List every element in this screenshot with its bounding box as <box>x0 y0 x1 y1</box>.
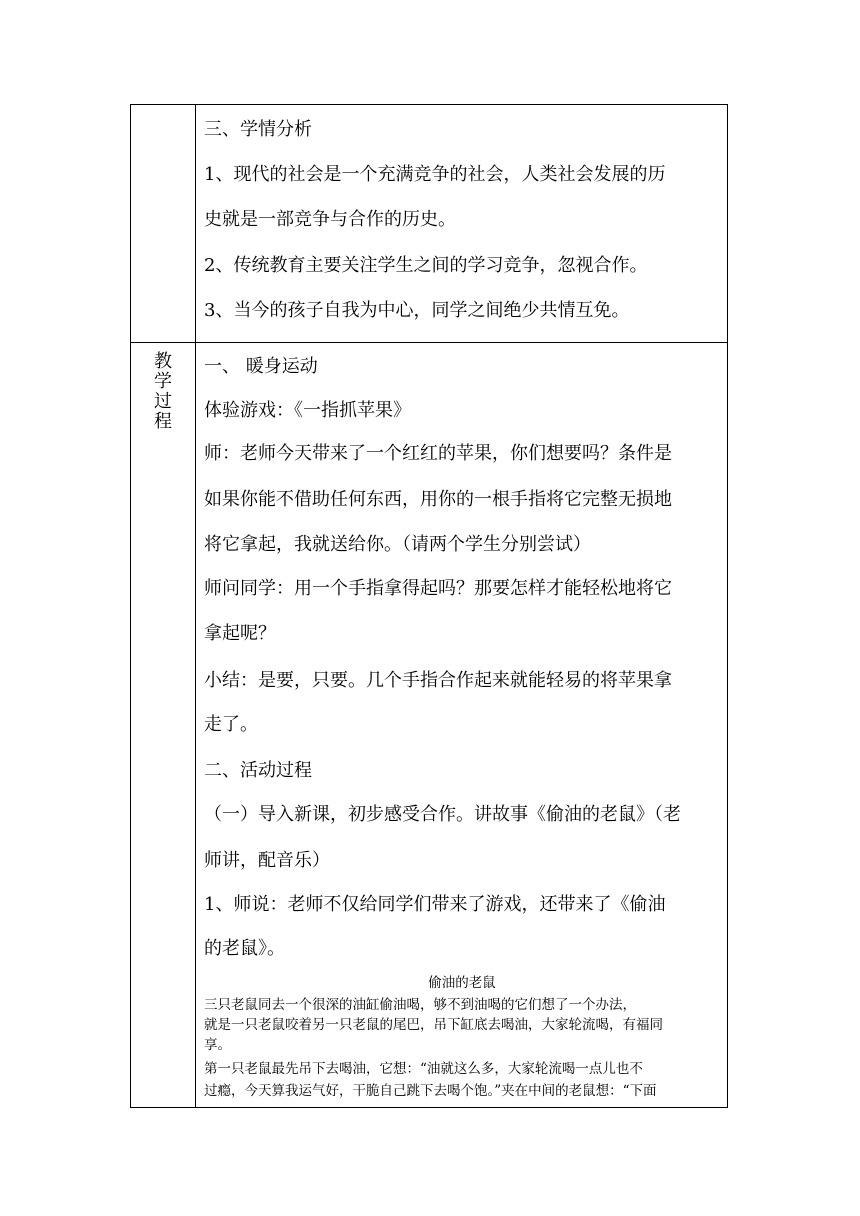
process-line: 拿起呢？ <box>204 623 276 644</box>
label-char: 学 <box>154 371 172 392</box>
table-row-divider <box>131 342 727 343</box>
story-line: 就是一只老鼠咬着另一只老鼠的尾巴，吊下缸底去喝油，大家轮流喝，有福同 <box>204 1017 663 1033</box>
process-line: 师：老师今天带来了一个红红的苹果，你们想要吗？条件是 <box>204 443 672 464</box>
label-char: 程 <box>154 411 172 432</box>
process-line: 二、活动过程 <box>204 760 312 781</box>
label-char: 过 <box>154 391 172 412</box>
story-line: 三只老鼠同去一个很深的油缸偷油喝，够不到油喝的它们想了一个办法， <box>204 997 636 1013</box>
analysis-line: 3、当今的孩子自我为中心，同学之间绝少共情互免。 <box>204 300 630 321</box>
process-line: 的老鼠》。 <box>204 938 285 959</box>
analysis-line: 史就是一部竞争与合作的历史。 <box>204 209 456 230</box>
process-line: 师问同学：用一个手指拿得起吗？那要怎样才能轻松地将它 <box>204 578 672 599</box>
process-line: 1、师说：老师不仅给同学们带来了游戏，还带来了《偷油 <box>204 894 666 915</box>
analysis-line: 1、现代的社会是一个充满竞争的社会，人类社会发展的历 <box>204 164 666 185</box>
story-title: 偷油的老鼠 <box>428 975 496 991</box>
process-line: 师讲，配音乐） <box>204 850 330 871</box>
process-line: 体验游戏：《一指抓苹果》 <box>204 400 411 421</box>
section-heading-learning-analysis: 三、学情分析 <box>204 119 312 140</box>
process-line: （一）导入新课，初步感受合作。讲故事《偷油的老鼠》（老 <box>204 804 681 825</box>
process-line: 如果你能不借助任何东西，用你的一根手指将它完整无损地 <box>204 489 672 510</box>
label-char: 教 <box>154 351 172 372</box>
story-line: 过瘾，今天算我运气好，干脆自己跳下去喝个饱。”夹在中间的老鼠想：“下面 <box>204 1083 657 1099</box>
process-line: 将它拿起，我就送给你。（请两个学生分别尝试） <box>204 534 591 555</box>
lesson-plan-table <box>130 104 728 1108</box>
process-line: 走了。 <box>204 714 258 735</box>
table-column-divider <box>195 105 196 1107</box>
story-line: 第一只老鼠最先吊下去喝油，它想：“油就这么多，大家轮流喝一点儿也不 <box>204 1061 643 1077</box>
story-line: 享。 <box>204 1037 231 1053</box>
process-line: 小结：是要，只要。几个手指合作起来就能轻易的将苹果拿 <box>204 670 672 691</box>
process-line: 一、 暖身运动 <box>204 356 318 377</box>
teaching-process-label <box>131 352 195 432</box>
analysis-line: 2、传统教育主要关注学生之间的学习竞争，忽视合作。 <box>204 255 648 276</box>
